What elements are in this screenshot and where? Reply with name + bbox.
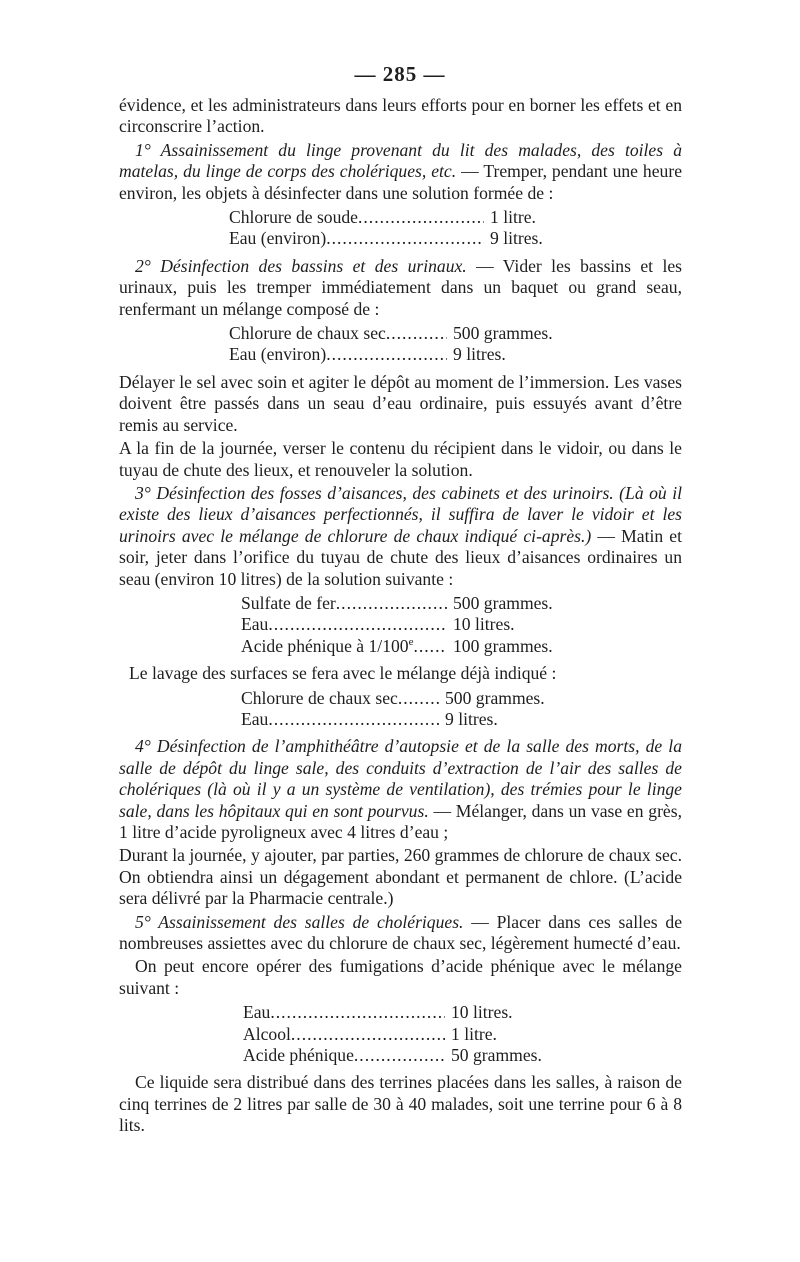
page-number: — 285 —: [354, 62, 446, 86]
section-2-after-1: Délayer le sel avec soin et agiter le dépôt au moment de l’immersion. Les vases doivent être passés dans un seau d’eau ordinaire, puis essuyés avant d’être remis au service.: [119, 371, 682, 435]
recipe-quantity: 1 litre.: [451, 1023, 497, 1044]
recipe-ingredient: Acide phénique: [243, 1045, 354, 1066]
section-4-after-1: Durant la journée, y ajouter, par parties, 260 grammes de chlorure de chaux sec. On obtiendra ainsi un dégagement abondant et permanent de chlore. (L’acide sera délivré par la Pharmacie centrale.): [119, 845, 682, 909]
leader-dots: [336, 593, 447, 614]
section-5-after-1: On peut encore opérer des fumigations d’acide phénique avec le mélange suivant :: [119, 956, 682, 998]
recipe-ingredient: Chlorure de chaux sec: [241, 687, 398, 708]
section-3-heading: 3° Désinfection des fosses d’aisances, des cabinets et des urinoirs. (Là où il existe des lieux d’aisances perfectionnés, il suffira de laver le vidoir et les urinoirs avec le mélange de chlorure de chaux indiqué ci-après.): [119, 482, 682, 546]
section-3-text: — Matin et soir, jeter dans l’orifice du tuyau de chute des lieux d’aisances ordinaires un seau (environ 10 litres) de la solution suivante :: [119, 525, 683, 589]
recipe-row: [119, 344, 569, 365]
section-4-heading: 4° Désinfection de l’amphithéâtre d’autopsie et de la salle des morts, de la salle de dépôt du linge sale, des conduits d’extraction de l’air des salles de cholériques (là où il y a un système de ventilation), des trémies pour le linge sale, dans les hôpitaux qui en sont pourvus.: [119, 736, 682, 821]
recipe-ingredient: Eau: [241, 614, 269, 635]
leader-dots: [413, 636, 447, 657]
leader-dots: [358, 207, 484, 228]
recipe-quantity: 9 litres.: [445, 708, 498, 729]
recipe-ingredient: Eau (environ): [229, 344, 327, 365]
recipe-ingredient-text: Acide phénique à 1/100: [241, 635, 409, 656]
section-3-paragraph: [119, 483, 682, 590]
recipe-quantity: 50 grammes.: [451, 1045, 542, 1066]
recipe-2: [119, 323, 682, 366]
recipe-quantity: 1 litre.: [490, 207, 536, 228]
section-2-paragraph: [119, 256, 682, 320]
recipe-quantity: 500 grammes.: [453, 592, 553, 613]
section-2-text: — Vider les bassins et les urinaux, puis les tremper immédiatement dans un baquet ou grand seau, renfermant un mélange composé de :: [119, 255, 682, 319]
final-paragraph: Ce liquide sera distribué dans des terrines placées dans les salles, à raison de cinq terrines de 2 litres par salle de 30 à 40 malades, soit une terrine pour 6 à 8 lits.: [119, 1072, 682, 1136]
recipe-row: [119, 1002, 543, 1023]
leader-dots: [270, 1002, 445, 1023]
recipe-ingredient: Eau (environ): [229, 228, 327, 249]
leader-dots: [268, 614, 447, 635]
section-4-paragraph: [119, 736, 682, 843]
intro-paragraph: évidence, et les administrateurs dans leurs efforts pour en borner les effets et en circonscrire l’action.: [119, 95, 682, 137]
recipe-quantity: 500 grammes.: [453, 323, 553, 344]
section-2-after-2: A la fin de la journée, verser le contenu du récipient dans le vidoir, ou dans le tuyau de chute des lieux, et renouveler la solution.: [119, 438, 682, 480]
recipe-quantity: 9 litres.: [490, 228, 543, 249]
recipe-row: [119, 593, 563, 614]
leader-dots: [326, 344, 447, 365]
recipe-row: [119, 636, 563, 657]
recipe-5: [119, 1002, 682, 1066]
section-5-text: — Placer dans ces salles de nombreuses assiettes avec du chlorure de chaux sec, légèrement humecté d’eau.: [119, 911, 683, 954]
recipe-row: [119, 323, 569, 344]
section-4-text: — Mélanger, dans un vase en grès, 1 litre d’acide pyroligneux avec 4 litres d’eau ;: [119, 800, 682, 842]
leader-dots: [291, 1024, 445, 1045]
recipe-quantity: 9 litres.: [453, 344, 506, 365]
leader-dots: [354, 1045, 445, 1066]
recipe-ingredient: Alcool: [243, 1023, 291, 1044]
recipe-quantity: 10 litres.: [453, 614, 515, 635]
recipe-row: [119, 709, 549, 730]
page-body: [119, 95, 682, 1139]
recipe-ingredient: [241, 636, 413, 657]
recipe-row: [119, 228, 562, 249]
section-5-paragraph: [119, 912, 682, 955]
recipe-ingredient: Sulfate de fer: [241, 592, 336, 613]
recipe-row: [119, 614, 563, 635]
superscript: e: [408, 635, 414, 648]
recipe-row: [119, 207, 562, 228]
recipe-3: [119, 593, 682, 657]
recipe-ingredient: Chlorure de soude: [229, 207, 358, 228]
leader-dots: [268, 709, 439, 730]
leader-dots: [326, 228, 484, 249]
recipe-quantity: 10 litres.: [451, 1002, 513, 1023]
recipe-ingredient: Eau: [243, 1002, 271, 1023]
section-1-paragraph: [119, 140, 682, 204]
section-5-heading: 5° Assainissement des salles de cholériques.: [135, 911, 464, 932]
recipe-quantity: 500 grammes.: [445, 687, 545, 708]
recipe-ingredient: Chlorure de chaux sec: [229, 323, 386, 344]
recipe-quantity: 100 grammes.: [453, 635, 553, 656]
recipe-1: [119, 207, 682, 250]
leader-dots: [398, 688, 439, 709]
section-2-heading: 2° Désinfection des bassins et des urinaux.: [135, 255, 467, 276]
recipe-3b: [119, 688, 682, 731]
section-1-text: — Tremper, pendant une heure environ, les objets à désinfecter dans une solution formée de :: [119, 161, 683, 203]
recipe-row: [119, 688, 549, 709]
recipe-row: [119, 1024, 543, 1045]
section-3-lavage: Le lavage des surfaces se fera avec le mélange déjà indiqué :: [129, 663, 557, 684]
recipe-ingredient: Eau: [241, 708, 269, 729]
recipe-row: [119, 1045, 543, 1066]
leader-dots: [386, 323, 447, 344]
section-1-heading: 1° Assainissement du linge provenant du lit des malades, des toiles à matelas, du linge de corps des cholériques, etc.: [119, 139, 682, 182]
